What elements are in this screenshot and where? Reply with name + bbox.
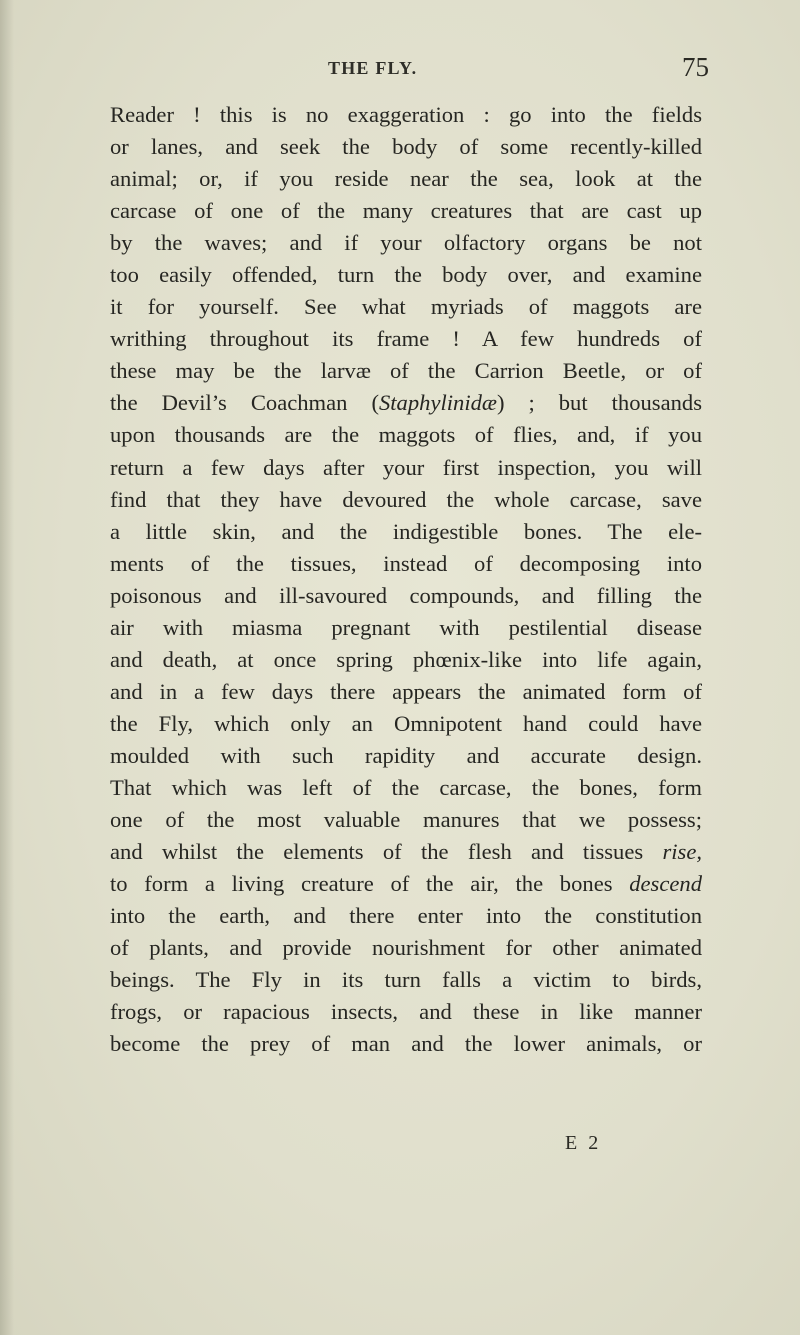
text-line: by the waves; and if your olfactory organs be not [110,230,702,256]
text-line: writhing throughout its frame ! A few hundreds of [110,326,702,352]
text-line: these may be the larvæ of the Carrion Beetle, or of [110,358,702,384]
text-run: and whilst the elements of the flesh and tissues [110,839,663,865]
italic-term: Staphylinidæ [378,390,497,416]
signature-mark: E 2 [565,1132,602,1154]
text-line: return a few days after your first inspection, you will [110,454,702,480]
text-line: too easily offended, turn the body over, and examine [110,262,702,288]
text-line: of plants, and provide nourishment for other animated [110,935,702,961]
page-header [0,52,800,84]
text-line: one of the most valuable manures that we possess; [110,807,702,833]
italic-term: rise, [662,839,702,865]
text-line: animal; or, if you reside near the sea, look at the [110,166,702,192]
text-line: moulded with such rapidity and accurate design. [110,742,702,768]
text-line [110,836,702,868]
text-run: ) ; but thousands [496,390,702,416]
text-line: Reader ! this is no exaggeration : go into the fields [110,102,702,127]
text-line: ments of the tissues, instead of decomposing into [110,550,702,576]
text-line: carcase of one of the many creatures that are cast up [110,198,702,224]
text-line: become the prey of man and the lower animals, or [110,1031,702,1057]
text-line: That which was left of the carcase, the bones, form [110,774,702,800]
text-line: or lanes, and seek the body of some recently-killed [110,134,702,160]
italic-term: descend [629,871,702,897]
page-number: 75 [682,52,709,82]
text-line: frogs, or rapacious insects, and these in like manner [110,999,702,1025]
text-line: and in a few days there appears the animated form of [110,678,702,704]
text-run: the Devil’s Coachman ( [110,390,379,416]
text-line: beings. The Fly in its turn falls a victim to birds, [110,967,702,993]
text-line: find that they have devoured the whole carcase, save [110,486,702,512]
text-line: upon thousands are the maggots of flies, and, if you [110,422,702,448]
text-line: and death, at once spring phœnix-like into life again, [110,646,702,672]
binding-shadow [0,0,14,1335]
text-line: air with miasma pregnant with pestilential disease [110,614,702,640]
text-run: to form a living creature of the air, the bones [110,871,630,897]
text-line [110,387,702,419]
text-line [110,868,702,900]
text-line: into the earth, and there enter into the constitution [110,903,702,929]
text-line: a little skin, and the indigestible bones. The ele- [110,518,702,544]
running-head: THE FLY. [328,58,418,78]
text-line: the Fly, which only an Omnipotent hand could have [110,710,702,736]
text-line: it for yourself. See what myriads of maggots are [110,294,702,320]
body-paragraph [110,99,702,1060]
text-line: poisonous and ill-savoured compounds, and filling the [110,582,702,608]
